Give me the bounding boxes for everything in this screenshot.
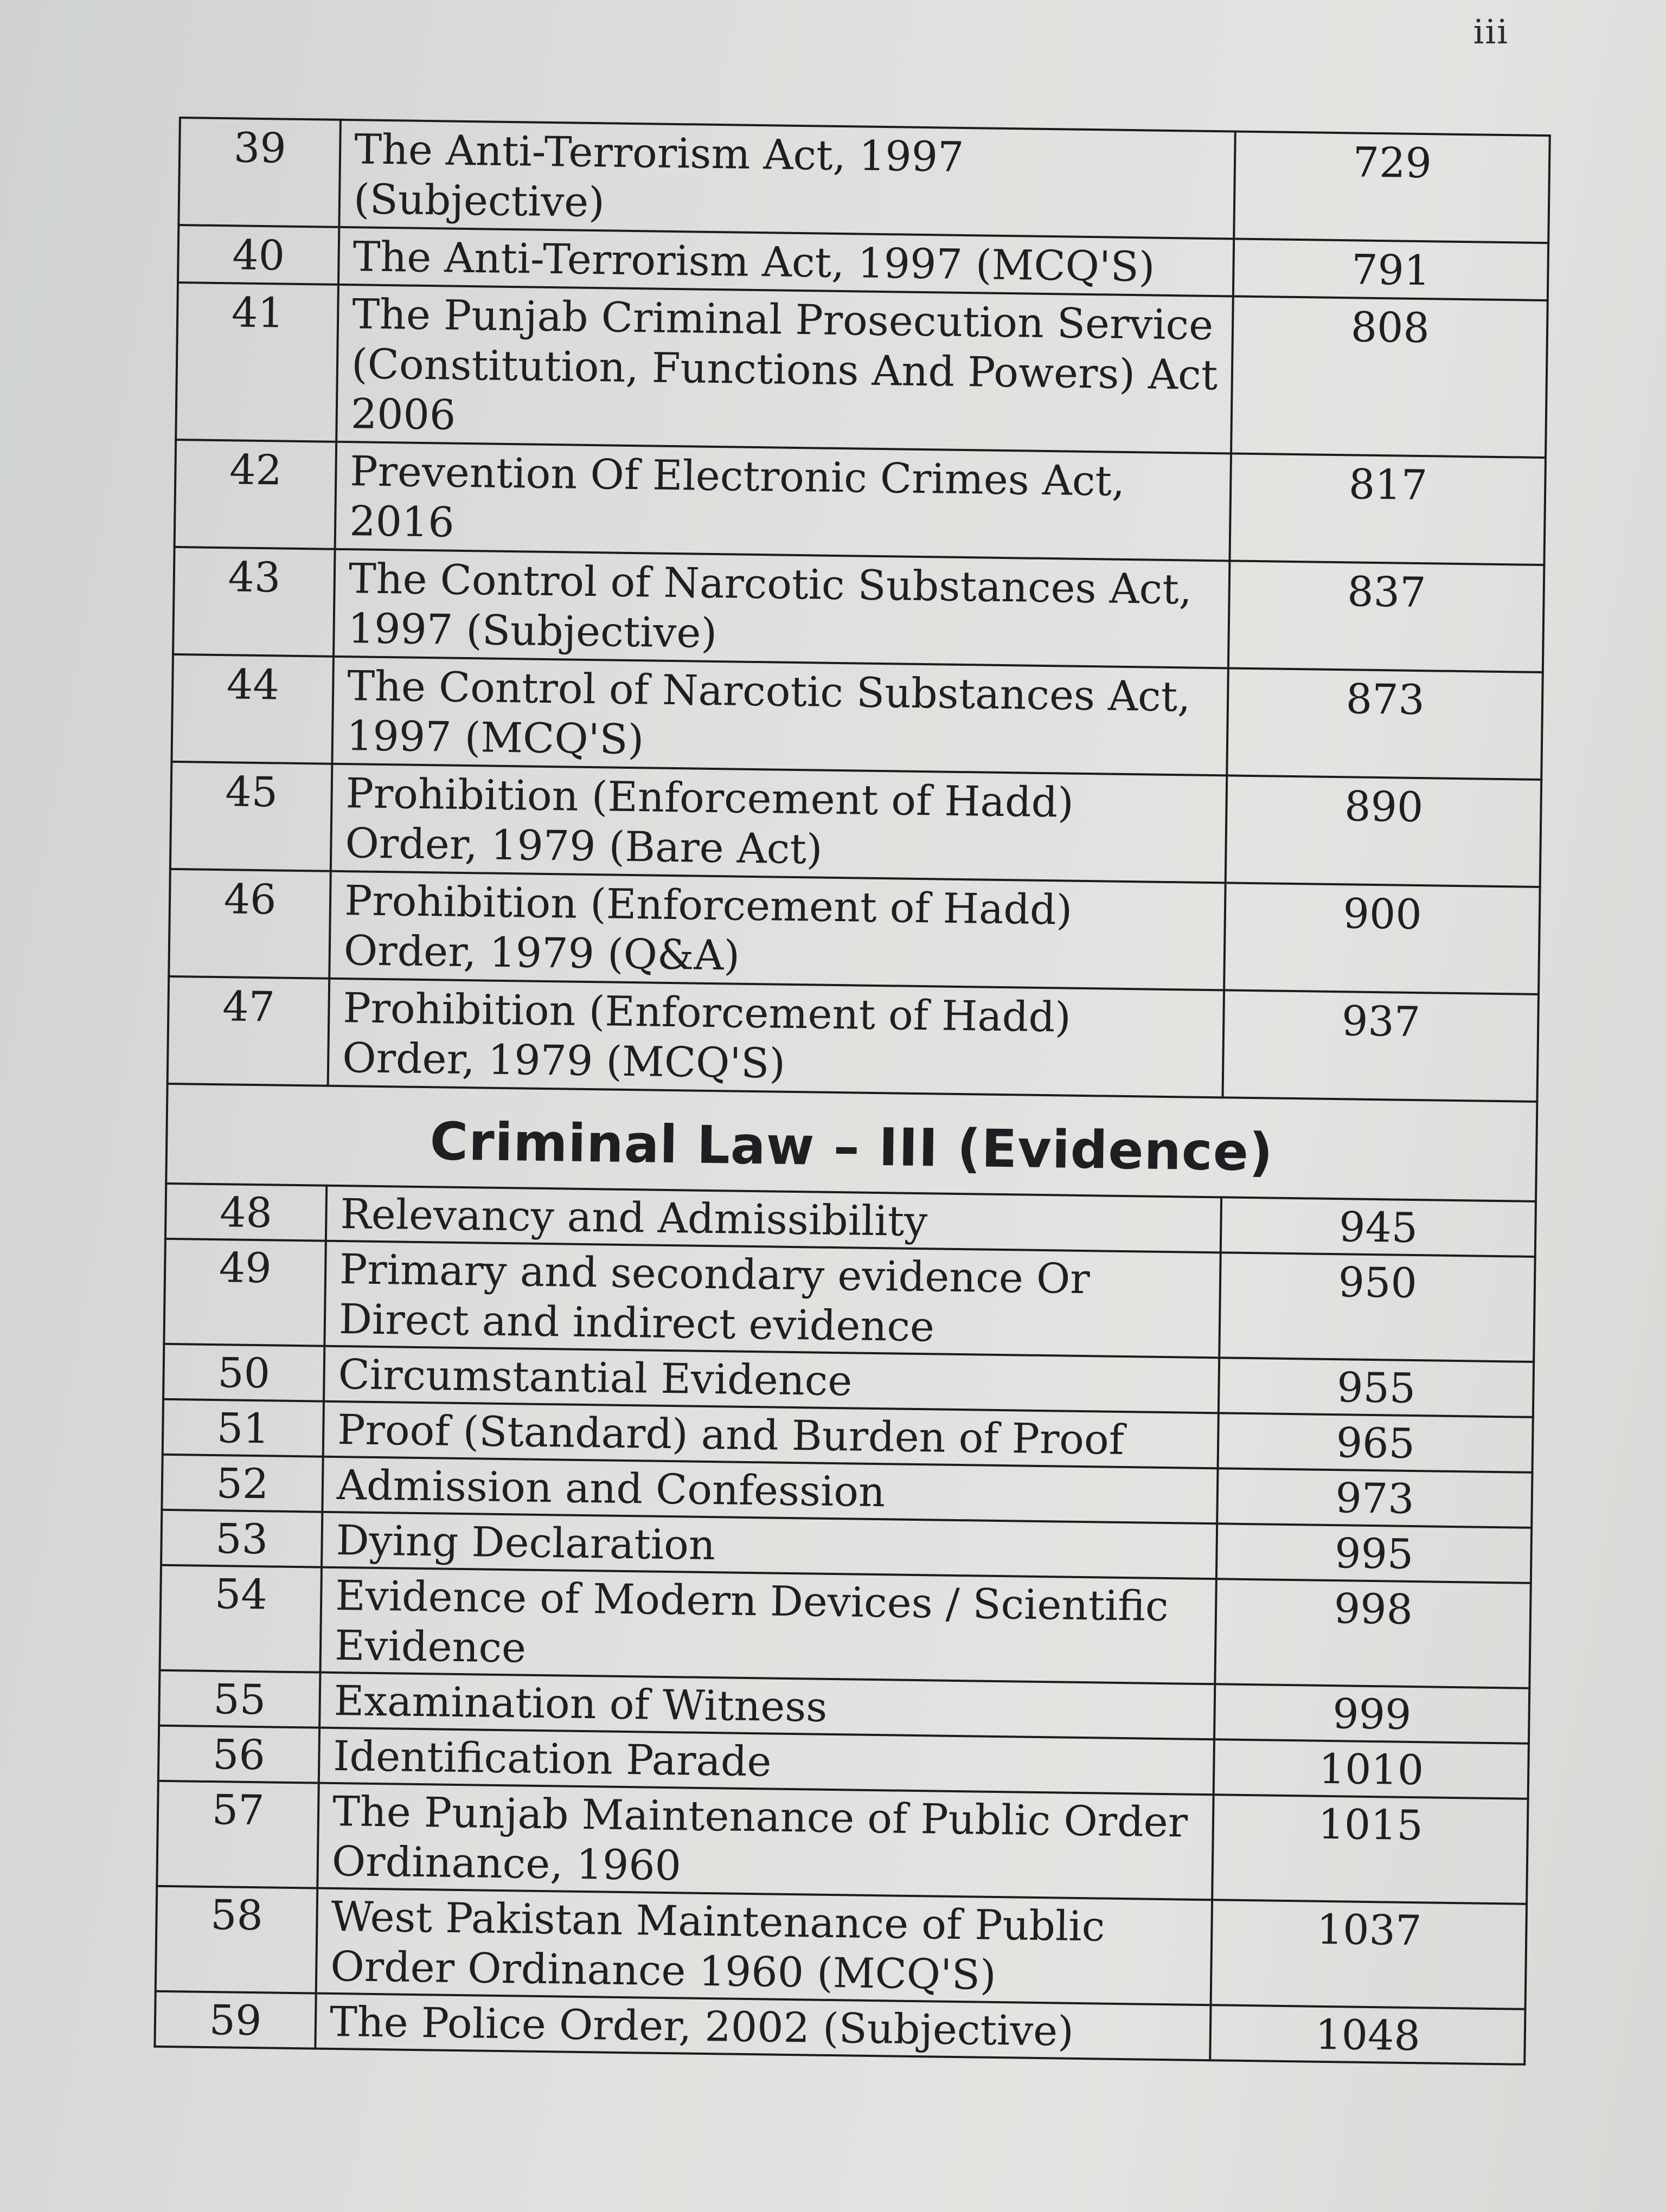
- table-row: [169, 869, 1540, 994]
- entry-number: 42: [175, 440, 337, 549]
- entry-title: Primary and secondary evidence Or Direct and indirect evidence: [324, 1241, 1221, 1358]
- section-heading: Criminal Law – III (Evidence): [166, 1084, 1537, 1201]
- entry-number: 52: [162, 1455, 323, 1512]
- entry-title: The Anti-Terrorism Act, 1997 (MCQ'S): [338, 227, 1234, 297]
- entry-number: 40: [178, 225, 339, 285]
- entry-title: The Anti-Terrorism Act, 1997 (Subjective): [339, 120, 1235, 239]
- entry-title: Proof (Standard) and Burden of Proof: [323, 1401, 1219, 1469]
- entry-title: Relevancy and Admissibility: [326, 1186, 1222, 1253]
- entry-page: 998: [1215, 1579, 1531, 1688]
- entry-page: 817: [1230, 453, 1546, 565]
- entry-number: 48: [165, 1184, 326, 1241]
- entry-number: 56: [158, 1726, 319, 1783]
- entry-number: 45: [170, 762, 332, 871]
- entry-title: Prohibition (Enforcement of Hadd) Order, 1979 (Bare Act): [331, 764, 1227, 883]
- table-row: [156, 1886, 1527, 2009]
- entry-page: 945: [1221, 1197, 1536, 1257]
- entry-page: 1048: [1210, 2005, 1526, 2065]
- entry-page: 808: [1231, 296, 1547, 458]
- entry-title: The Control of Narcotic Substances Act, 1997 (Subjective): [334, 549, 1230, 668]
- entry-number: 44: [171, 654, 334, 764]
- entry-title: The Punjab Maintenance of Public Order Ordinance, 1960: [317, 1783, 1214, 1900]
- entry-number: 50: [163, 1344, 324, 1401]
- entry-title: Dying Declaration: [322, 1512, 1218, 1579]
- entry-page: 729: [1234, 132, 1550, 243]
- entry-number: 39: [178, 118, 341, 227]
- entry-title: Evidence of Modern Devices / Scientific Evidence: [321, 1567, 1217, 1684]
- entry-number: 49: [164, 1239, 326, 1346]
- entry-number: 43: [173, 547, 335, 657]
- entry-number: 54: [159, 1565, 322, 1673]
- entry-title: West Pakistan Maintenance of Public Order Ordinance 1960 (MCQ'S): [316, 1888, 1213, 2005]
- entry-page: 950: [1220, 1252, 1535, 1362]
- entry-number: 58: [156, 1886, 318, 1994]
- table-row: [170, 762, 1541, 887]
- table-row: [171, 654, 1542, 780]
- entry-page: 1015: [1213, 1795, 1528, 1904]
- entry-page: 937: [1223, 990, 1539, 1102]
- entry-number: 46: [169, 869, 331, 979]
- section-heading-row: [166, 1084, 1537, 1201]
- table-row: [159, 1565, 1530, 1688]
- entry-title: The Police Order, 2002 (Subjective): [315, 1994, 1211, 2061]
- entry-number: 53: [161, 1510, 322, 1567]
- entry-title: Identification Parade: [319, 1728, 1215, 1795]
- entry-page: 965: [1218, 1413, 1533, 1472]
- entry-page: 900: [1225, 883, 1540, 994]
- entry-title: The Punjab Criminal Prosecution Service (Constitution, Functions And Powers) Act 2006: [336, 285, 1233, 454]
- page-number: iii: [1473, 12, 1509, 52]
- entry-page: 873: [1227, 668, 1543, 780]
- table-row: [157, 1781, 1528, 1904]
- table-row: [168, 976, 1539, 1102]
- entry-page: 955: [1219, 1358, 1534, 1417]
- entry-number: 55: [159, 1670, 320, 1728]
- entry-page: 791: [1233, 239, 1548, 300]
- table-of-contents: [153, 117, 1550, 2066]
- table-row: [164, 1239, 1535, 1362]
- entry-page: 973: [1218, 1468, 1533, 1528]
- table-row: [175, 440, 1546, 565]
- entry-title: Circumstantial Evidence: [324, 1346, 1220, 1413]
- table-row: [176, 282, 1548, 458]
- entry-number: 41: [176, 282, 338, 442]
- entry-title: Prevention Of Electronic Crimes Act, 2016: [335, 442, 1232, 561]
- entry-page: 1037: [1211, 1900, 1527, 2009]
- entry-page: 999: [1214, 1684, 1529, 1744]
- table-row: [173, 547, 1544, 672]
- entry-title: The Control of Narcotic Substances Act, 1997 (MCQ'S): [332, 657, 1228, 776]
- entry-page: 1010: [1214, 1739, 1529, 1799]
- entry-number: 57: [157, 1781, 319, 1888]
- table-row: [178, 118, 1549, 243]
- entry-page: 837: [1228, 561, 1544, 672]
- entry-title: Examination of Witness: [319, 1673, 1215, 1740]
- entry-title: Prohibition (Enforcement of Hadd) Order, 1979 (MCQ'S): [328, 979, 1225, 1098]
- entry-number: 59: [155, 1991, 316, 2049]
- entry-number: 47: [168, 976, 330, 1086]
- entry-page: 890: [1226, 775, 1541, 887]
- entry-page: 995: [1216, 1523, 1532, 1583]
- entry-title: Admission and Confession: [322, 1457, 1218, 1524]
- entry-title: Prohibition (Enforcement of Hadd) Order, 1979 (Q&A): [329, 871, 1226, 991]
- entry-number: 51: [163, 1399, 324, 1457]
